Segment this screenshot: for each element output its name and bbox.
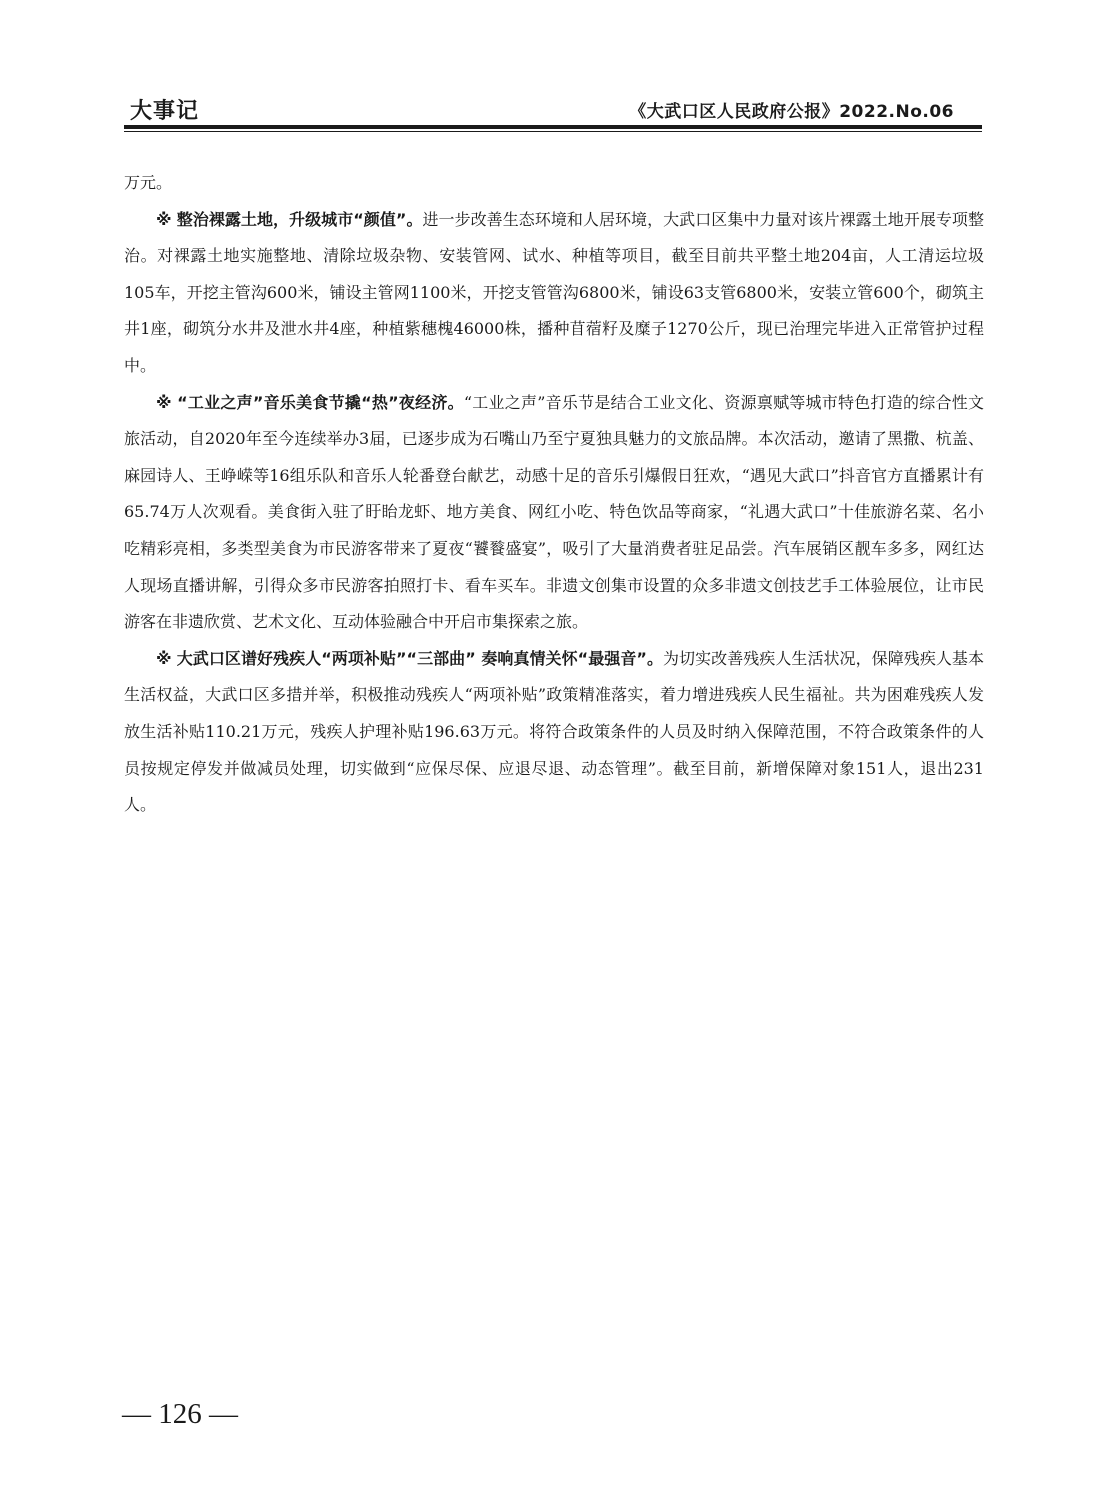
news-item — [124, 385, 984, 641]
item-heading: 整治裸露土地，升级城市“颜值”。 — [176, 209, 423, 229]
item-marker: ※ — [156, 648, 172, 668]
publication-title: 《大武口区人民政府公报》2022.No.06 — [629, 102, 954, 122]
news-item — [124, 202, 984, 385]
header-rule-thick — [124, 125, 982, 129]
item-body: “工业之声”音乐节是结合工业文化、资源禀赋等城市特色打造的综合性文旅活动，自2020年至今连续举办3届，已逐步成为石嘴山乃至宁夏独具魅力的文旅品牌。本次活动，邀请了黑撒、杭盖、麻园诗人、王峥嵘等16组乐队和音乐人轮番登台献艺，动感十足的音乐引爆假日狂欢，“遇见大武口”抖音官方直播累计有65.74万人次观看。美食街入驻了盱眙龙虾、地方美食、网红小吃、特色饮品等商家，“礼遇大武口”十佳旅游名菜、名小吃精彩亮相，多类型美食为市民游客带来了夏夜“饕餮盛宴”，吸引了大量消费者驻足品尝。汽车展销区靓车多多，网红达人现场直播讲解，引得众多市民游客拍照打卡、看车买车。非遗文创集市设置的众多非遗文创技艺手工体验展位，让市民游客在非遗欣赏、艺术文化、互动体验融合中开启市集探索之旅。 — [124, 392, 984, 632]
page-header — [124, 92, 984, 122]
item-heading: “工业之声”音乐美食节撬“热”夜经济。 — [177, 392, 464, 412]
item-heading: 大武口区谱好残疾人“两项补贴”“三部曲” 奏响真情关怀“最强音”。 — [176, 648, 663, 668]
news-item — [124, 641, 984, 824]
item-marker: ※ — [156, 392, 172, 412]
page-number: — 126 — — [122, 1398, 238, 1430]
item-marker: ※ — [156, 209, 172, 229]
item-body: 进一步改善生态环境和人居环境，大武口区集中力量对该片裸露土地开展专项整治。对裸露土地实施整地、清除垃圾杂物、安装管网、试水、种植等项目，截至目前共平整土地204亩，人工清运垃圾105车，开挖主管沟600米，铺设主管网1100米，开挖支管管沟6800米，铺设63支管6800米，安装立管600个，砌筑主井1座，砌筑分水井及泄水井4座，种植紫穗槐46000株，播种苜蓿籽及糜子1270公斤，现已治理完毕进入正常管护过程中。 — [124, 209, 984, 375]
section-title: 大事记 — [130, 99, 200, 124]
continued-text: 万元。 — [124, 173, 173, 192]
article-body — [124, 165, 984, 824]
item-body: 为切实改善残疾人生活状况，保障残疾人基本生活权益，大武口区多措并举，积极推动残疾人“两项补贴”政策精准落实，着力增进残疾人民生福祉。共为困难残疾人发放生活补贴110.21万元，残疾人护理补贴196.63万元。将符合政策条件的人员及时纳入保障范围，不符合政策条件的人员按规定停发并做减员处理，切实做到“应保尽保、应退尽退、动态管理”。截至目前，新增保障对象151人，退出231人。 — [124, 648, 984, 815]
header-rule-thin — [124, 131, 982, 132]
